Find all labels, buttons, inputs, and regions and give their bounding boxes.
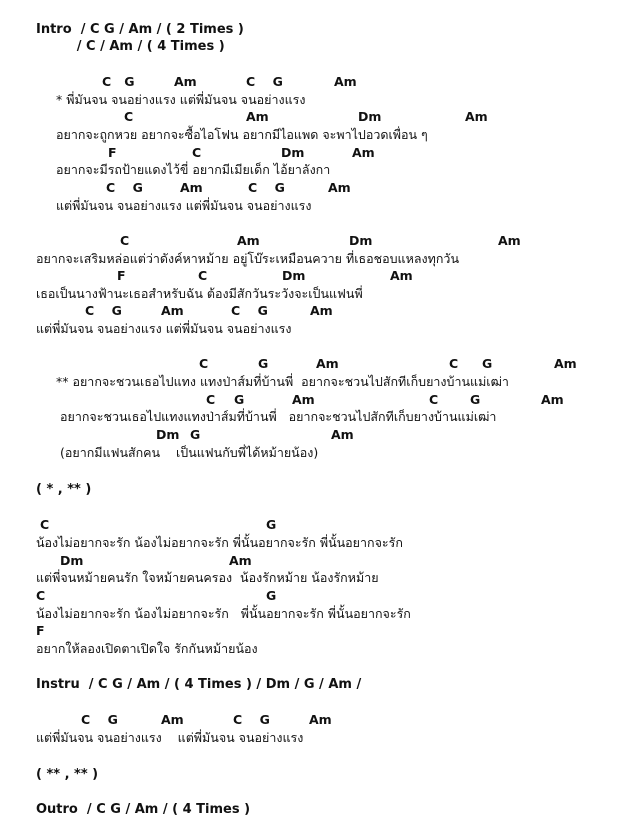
chord: F [108, 145, 117, 160]
chord: Am [554, 356, 577, 371]
lyric-line: อยากจะชวนเธอไปแทงแทงป่าส์มที่บ้านพี่ อยากจะชวนไปสักทีเก็บยางบ้านแม่เฒ่า [60, 409, 497, 424]
chord: F [36, 623, 45, 638]
chord: Am [246, 109, 269, 124]
instru-line: Instru / C G / Am / ( 4 Times ) / Dm / G / Am / [36, 677, 362, 692]
lyric-line: อยากจะถูกหวย อยากจะซื้อไอโฟน อยากมีไอแพด จะพาไปอวดเพื่อน ๆ [56, 127, 428, 142]
section-marker: ( * , ** ) [36, 482, 92, 497]
lyric-line: อยากจะเสริมหล่อแต่ว่าดังค์หาหม้าย อยู่โบ๊ระเหมือนควาย ที่เธอชอบแหลงทุกวัน [36, 251, 459, 266]
chord: G [234, 392, 245, 407]
chord: Am [465, 109, 488, 124]
lyric-line: น้องไม่อยากจะรัก น้องไม่อยากจะรัก พี่นั้นอยากจะรัก พี่นั้นอยากจะรัก [36, 606, 411, 621]
chord: Am [229, 553, 252, 568]
chord: C G [231, 303, 268, 318]
chord: F [117, 268, 126, 283]
chord: Am [331, 427, 354, 442]
chord: Dm [282, 268, 306, 283]
chord: Am [390, 268, 413, 283]
lyric-line: (อยากมีแฟนสักคน เป็นแฟนกับพี่ได้หม้ายน้อง) [60, 445, 319, 460]
chord: Dm [60, 553, 84, 568]
intro-line-2: / C / Am / ( 4 Times ) [36, 39, 225, 54]
chord: Am [180, 180, 203, 195]
chord: C [120, 233, 130, 248]
lyric-line: อยากจะมีรถป้ายแดงไว้ขี่ อยากมีเมียเด็ก ไอ้ยาลังกา [56, 162, 331, 177]
chord: C G [106, 180, 143, 195]
lyric-line: แต่พี่มันจน จนอย่างแรง แต่พี่มันจน จนอย่างแรง [36, 321, 292, 336]
chord: C [199, 356, 209, 371]
chord: Am [161, 303, 184, 318]
lyric-line: แต่พี่มันจน จนอย่างแรง แต่พี่มันจน จนอย่างแรง [36, 730, 304, 745]
chord: C G [248, 180, 285, 195]
lyric-line: แต่พี่จนหม้ายคนรัก ใจหม้ายคนครอง น้องรักหม้าย น้องรักหม้าย [36, 570, 379, 585]
chord: C [449, 356, 459, 371]
chord: Am [161, 712, 184, 727]
chord: Dm [156, 427, 180, 442]
chord: Am [328, 180, 351, 195]
chord: C [36, 588, 46, 603]
chord: G [266, 588, 277, 603]
chord: Am [309, 712, 332, 727]
lyric-line: * พี่มันจน จนอย่างแรง แต่พี่มันจน จนอย่างแรง [56, 92, 306, 107]
chord: G [470, 392, 481, 407]
chord: C [192, 145, 202, 160]
chord: G [258, 356, 269, 371]
chord: C G [85, 303, 122, 318]
chord: C G [102, 74, 135, 89]
chord: Am [316, 356, 339, 371]
chord: C G [246, 74, 283, 89]
chord: C G [233, 712, 270, 727]
chord: Am [310, 303, 333, 318]
lyric-line: น้องไม่อยากจะรัก น้องไม่อยากจะรัก พี่นั้นอยากจะรัก พี่นั้นอยากจะรัก [36, 535, 403, 550]
intro-line-1: Intro / C G / Am / ( 2 Times ) [36, 22, 244, 37]
chord: G [266, 517, 277, 532]
lyric-line: แต่พี่มันจน จนอย่างแรง แต่พี่มันจน จนอย่างแรง [56, 198, 312, 213]
chord: Am [541, 392, 564, 407]
chord: Dm [358, 109, 382, 124]
chord: Dm [281, 145, 305, 160]
chord: C [124, 109, 134, 124]
lyric-line: อยากให้ลองเปิดตาเปิดใจ รักกันหม้ายน้อง [36, 641, 258, 656]
chord: G [482, 356, 493, 371]
chord: Am [352, 145, 375, 160]
chord: Am [237, 233, 260, 248]
chord: G [190, 427, 201, 442]
outro-line: Outro / C G / Am / ( 4 Times ) [36, 802, 251, 817]
chord: C [429, 392, 439, 407]
chord: Dm [349, 233, 373, 248]
chord: Am [498, 233, 521, 248]
lyric-line: เธอเป็นนางฟ้านะเธอสำหรับฉัน ต้องมีสักวันระวังจะเป็นแฟนพี่ [36, 286, 363, 301]
chord: C [198, 268, 208, 283]
chord: C G [81, 712, 118, 727]
chord: C [206, 392, 216, 407]
section-marker: ( ** , ** ) [36, 767, 99, 782]
chord: Am [292, 392, 315, 407]
chord: Am [334, 74, 357, 89]
chord: C [40, 517, 50, 532]
lyric-line: ** อยากจะชวนเธอไปแทง แทงป่าส์มที่บ้านพี่ อยากจะชวนไปสักทีเก็บยางบ้านแม่เฒ่า [56, 374, 509, 389]
chord: Am [174, 74, 197, 89]
